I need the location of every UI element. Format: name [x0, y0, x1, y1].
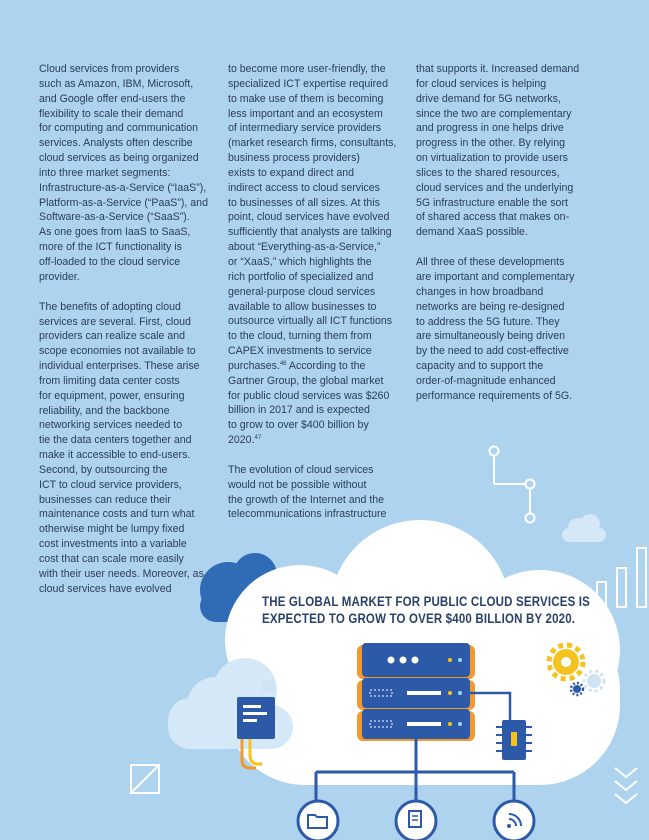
footnote-ref[interactable]: 46	[279, 360, 287, 367]
chevron-down-icon	[615, 768, 637, 803]
paragraph: All three of these developments are important and complementary changes in how broadband networks are being re-designed to address the 5G future. They are simultaneously being driven by the need to add cost-effective capacity and to support the order-of-magnitude enhanced performance requirements of 5G.	[416, 256, 575, 402]
network-icon	[490, 447, 535, 523]
paragraph: The benefits of adopting cloud services are several. First, cloud providers can realize scale and scope economies not available to individual enterprises. These arise from limiting data center costs for equipment, power, ensuring reliability, and the backbone networking services needed to tie the data centers together and make it accessible to end-users. Second, by outsourcing the ICT to cloud service providers, businesses can reduce their maintenance costs and turn what otherwise might be lumpy fixed cost investments into a variable cost that can scale more easily with their user needs. Moreover, as cloud services have evolved	[39, 300, 204, 595]
paragraph: The evolution of cloud services would not be possible without the growth of the Internet and the telecommunications infrastructure	[228, 463, 387, 521]
document-icon	[396, 801, 436, 840]
bar-chart-icon	[597, 548, 646, 607]
callout-quote	[262, 593, 591, 627]
server-icon	[357, 643, 475, 741]
footnote-ref[interactable]: 47	[254, 435, 262, 442]
wifi-icon	[494, 801, 534, 840]
callout-line: THE GLOBAL MARKET FOR PUBLIC CLOUD SERVICES IS	[262, 594, 591, 609]
callout-line: EXPECTED TO GROW TO OVER $400 BILLION BY 2020.	[262, 611, 576, 626]
small-cloud-right	[562, 514, 606, 542]
paragraph: Cloud services from providers such as Amazon, IBM, Microsoft, and Google offer end-users the flexibility to scale their demand for computing and communication services. Analysts often describe cloud services as being organized into three market segments: Infrastructure-as-a-Service (“IaaS”), Platform-as-a-Service (“PaaS”), and Software-as-a-Service (“SaaS”). As one goes from IaaS to SaaS, more of the ICT functionality is off-loaded to the cloud service provider.	[39, 63, 208, 283]
expand-icon	[131, 765, 159, 793]
paragraph: that supports it. Increased demand for cloud services is helping drive demand for 5G networks, since the two are complementary and progress in one helps drive progress in the other. By relying on virtualization to provide users slices to the shared resources, cloud services and the underlying 5G infrastructure enable the sort of shared access that makes on- demand XaaS possible.	[416, 63, 580, 239]
folder-icon	[298, 801, 338, 840]
paragraph-text: to become more user-friendly, the specialized ICT expertise required to make use of them is becoming less important and an ecosystem of intermediary service providers (market research firms, consultants, business process providers) exists to expand direct and indirect access to cloud services to businesses of all sizes. At this point, cloud services have evolved sufficiently that analysts are talking about “Everything-as-a-Service,” or “XaaS,” which highlights the rich portfolio of specialized and general-purpose cloud services available to allow businesses to outsource virtually all ICT functions to the cloud, turning them from CAPEX investments to service purchases.	[228, 63, 397, 372]
paragraph-text: According to the Gartner Group, the global market for public cloud services was $260 billion in 2017 and is expected to grow to over $400 billion by 2020.	[228, 359, 390, 447]
